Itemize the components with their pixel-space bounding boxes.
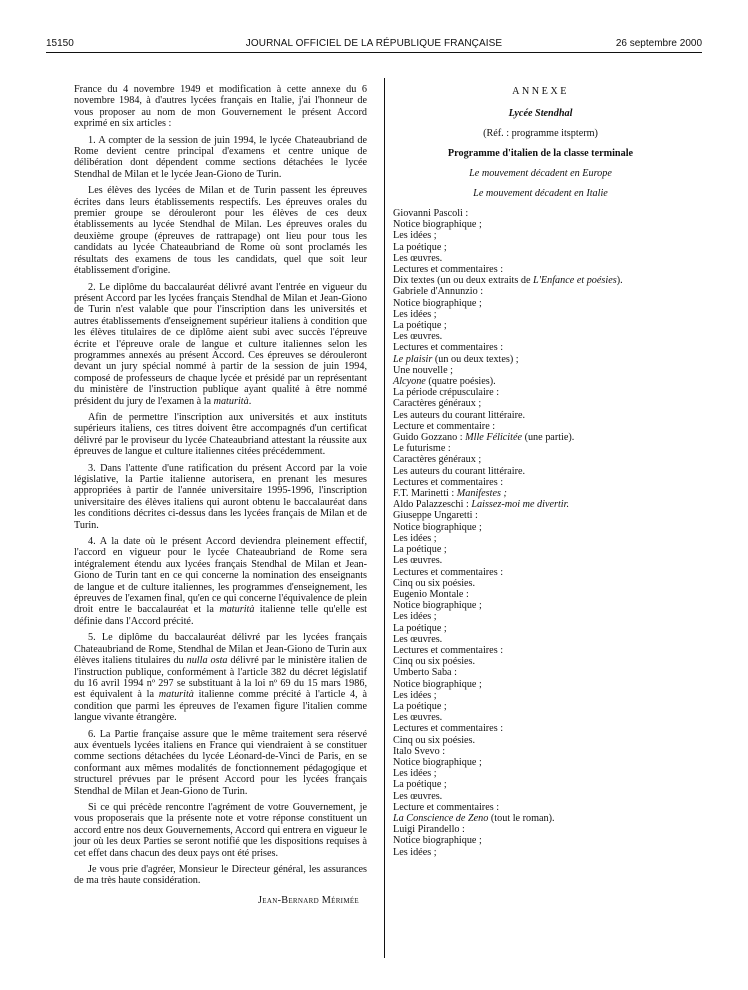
annex-reference: (Réf. : programme itspterm)	[483, 128, 598, 139]
annex-list-line: Umberto Saba :	[393, 667, 457, 679]
annex-list-line: Giovanni Pascoli :	[393, 208, 469, 219]
letter-paragraph: Les élèves des lycées de Milan et de Turin passent les épreuves écrites dans leurs établissements respectifs. Les épreuves orales du premier groupe se dérouleront pour les élèves de ces deux établissements au lycée Stendhal de Milan. Les épreuves orales du deuxième groupe (épreuves de rattrapage) ont lieu pour tous les candidats au lycée Chateaubriand de Rome où sont proclamés les résultats des examens de tous les candidats, quel que soit leur établissement d'origine.	[74, 185, 367, 277]
annex-list-line: La période crépusculaire :	[393, 387, 500, 399]
annex-list-line: F.T. Marinetti : Manifestes ;	[393, 488, 507, 500]
annex-programme-title: Programme d'italien de la classe terminale	[447, 148, 634, 159]
annex-list-line: La poétique ;	[393, 700, 447, 712]
issue-date: 26 septembre 2000	[615, 38, 702, 49]
annex-list-line: Les œuvres.	[393, 252, 443, 264]
annex-list-line: Notice biographique ;	[393, 297, 482, 309]
annex-list-line: Les auteurs du courant littéraire.	[393, 465, 526, 477]
annex-list-line: La poétique ;	[393, 779, 447, 791]
annex-list-line: Lectures et commentaires :	[393, 342, 504, 354]
article-6-paragraph: 6. La Partie française assure que le même traitement sera réservé aux éventuels lycées italiens en France qui viendraient à se constituer comme sections détachées du lycée Léonard-de-Vinci de Paris, en se conformant aux mêmes modalités de fonctionnement pédagogique et structurel prévues par le présent Accord pour les lycées français Stendhal de Milan et Jean-Giono de Turin.	[74, 728, 367, 797]
annex-subtitle-italie: Le mouvement décadent en Italie	[473, 188, 608, 199]
annex-list-line: Les œuvres.	[393, 555, 443, 567]
annex-list-line: Dix textes (un ou deux extraits de L'Enfance et poésies).	[393, 275, 623, 287]
annex-list-line: Cinq ou six poésies.	[393, 577, 476, 589]
annex-list-line: Le plaisir (un ou deux textes) ;	[393, 353, 519, 365]
column-divider	[384, 78, 385, 958]
annex-list-line: Les œuvres.	[393, 633, 443, 645]
annex-list-line: Alcyone (quatre poésies).	[393, 376, 496, 388]
annex-list-line: Cinq ou six poésies.	[393, 656, 476, 668]
annex-list-line: Le futurisme :	[393, 443, 451, 455]
annex-list-line: La poétique ;	[393, 544, 447, 556]
annex-list-line: Guido Gozzano : Mlle Félicitée (une partie).	[393, 432, 575, 444]
letter-paragraph: France du 4 novembre 1949 et modification à cette annexe du 6 novembre 1984, à d'autres lycées français en Italie, j'ai l'honneur de vous proposer au nom de mon Gouvernement le présent Accord exprimé en six articles :	[74, 84, 367, 130]
annex-list-line: Notice biographique ;	[393, 756, 482, 768]
annex-list-line: Lecture et commentaire :	[393, 420, 496, 432]
annex-list-line: Lectures et commentaires :	[393, 723, 504, 735]
annex-list-line: Les idées ;	[393, 308, 437, 320]
annex-list-line: Lectures et commentaires :	[393, 566, 504, 578]
closing-paragraph: Je vous prie d'agréer, Monsieur le Directeur général, les assurances de ma très haute considération.	[74, 864, 367, 887]
annex-subtitle-europe: Le mouvement décadent en Europe	[469, 168, 612, 179]
annex-list-line: Notice biographique ;	[393, 219, 482, 231]
annex-list-line: Notice biographique ;	[393, 521, 482, 533]
annex-title: ANNEXE	[512, 86, 569, 97]
letter-column	[74, 84, 367, 906]
header-rule	[46, 52, 702, 53]
annex-list-line: La poétique ;	[393, 622, 447, 634]
annex-list-line: Les idées ;	[393, 230, 437, 242]
article-4-paragraph: 4. A la date où le présent Accord deviendra pleinement effectif, l'accord en vigueur pour le lycée Chateaubriand de Rome sera intégralement étendu aux lycées français Stendhal de Milan et Jean-Giono de Turin tant en ce qui concerne la nomination des enseignants de langue et de culture italiennes, les programmes d'enseignement, les épreuves de l'examen final, qu'en ce qui concerne l'équivalence de plein droit entre le baccalauréat et la maturità italienne telle qu'elle est définie dans l'Accord précité.	[74, 536, 367, 627]
annex-list-line: Eugenio Montale :	[393, 588, 469, 600]
journal-title: JOURNAL OFFICIEL DE LA RÉPUBLIQUE FRANÇAISE	[245, 38, 503, 49]
annex-list-line: Lecture et commentaires :	[393, 801, 500, 813]
annex-column	[393, 84, 688, 858]
annex-list-line: Les idées ;	[393, 689, 437, 701]
annex-list-line: Aldo Palazzeschi : Laissez-moi me divertir.	[393, 499, 570, 511]
annex-list-line: Les idées ;	[393, 846, 437, 858]
annex-list-line: Notice biographique ;	[393, 678, 482, 690]
page-number: 15150	[46, 38, 74, 49]
annex-list-line: Giuseppe Ungaretti :	[393, 510, 478, 522]
annex-list-line: Notice biographique ;	[393, 835, 482, 847]
annex-list-line: Italo Svevo :	[393, 745, 446, 757]
annex-list-line: Caractères généraux ;	[393, 398, 482, 410]
annex-list-line: Notice biographique ;	[393, 600, 482, 612]
article-3-paragraph: 3. Dans l'attente d'une ratification du présent Accord par la voie législative, la Partie italienne autorisera, en prenant les mesures appropriées à partir de l'année universitaire 1995-1996, l'inscription universitaire des élèves italiens qui auront obtenu le baccalauréat dans les conditions décrites ci-dessus dans les lycées français de Milan et de Turin.	[74, 462, 367, 531]
annex-list-line: La poétique ;	[393, 241, 447, 253]
annex-list-line: Luigi Pirandello :	[393, 824, 465, 836]
annex-list-line: Les idées ;	[393, 532, 437, 544]
annex-list-line: Lectures et commentaires :	[393, 476, 504, 488]
annex-list-line: Les idées ;	[393, 768, 437, 780]
annex-list-line: Les œuvres.	[393, 331, 443, 343]
article-5-paragraph: 5. Le diplôme du baccalauréat délivré par les lycées français Chateaubriand de Rome, Stendhal de Milan et Jean-Giono de Turin aux élèves italiens titulaires du nulla osta délivré par le ministère italien de l'instruction publique, conformément à l'article 382 du décret législatif du 16 avril 1994 nº 297 se substituant à la loi nº 69 du 15 mars 1986, est équivalent à la maturità italienne comme précité à l'article 4, à condition que parmi les épreuves de l'examen figure l'italien comme langue vivante étrangère.	[74, 632, 367, 724]
signature: Jean-Bernard Mérimée	[258, 894, 359, 906]
annex-list-line: Les œuvres.	[393, 712, 443, 724]
annex-list-line: Les œuvres.	[393, 790, 443, 802]
annex-list-line: La poétique ;	[393, 320, 447, 332]
annex-list-line: Gabriele d'Annunzio :	[393, 286, 484, 298]
annex-list	[393, 208, 688, 858]
annex-list-line: La Conscience de Zeno (tout le roman).	[393, 812, 555, 824]
annex-list-line: Caractères généraux ;	[393, 454, 482, 466]
annex-list-line: Les auteurs du courant littéraire.	[393, 409, 526, 421]
annex-list-line: Une nouvelle ;	[393, 364, 453, 376]
annex-list-line: Lectures et commentaires :	[393, 264, 504, 276]
letter-paragraph: Afin de permettre l'inscription aux universités et aux instituts supérieurs italiens, ces titres doivent être accompagnés d'un certificat délivré par le proviseur du lycée Chateaubriand attestant la réussite aux épreuves de langue et culture italiennes citées précédemment.	[74, 411, 367, 458]
annex-list-line: Cinq ou six poésies.	[393, 734, 476, 746]
article-2-paragraph: 2. Le diplôme du baccalauréat délivré avant l'entrée en vigueur du présent Accord par les lycées français Stendhal de Milan et Jean-Giono de Turin n'est valable que pour l'inscription dans les universités et autres établissements d'enseignement supérieur italiens à condition que les élèves titulaires de ce diplôme aient subi avec succès l'épreuve écrite et l'épreuve orale de langue et culture italiennes selon les programmes annexés au présent Accord. Ces épreuves se dérouleront devant un jury spécial nommé à partir de la session de juin 1994, composé de professeurs de chaque lycée et présidé par un représentant du ministère de l'instruction publique ayant qualité à être nommé président du jury de l'examen à la maturità.	[74, 281, 367, 407]
annex-lycee: Lycée Stendhal	[508, 108, 573, 119]
letter-paragraph: Si ce qui précède rencontre l'agrément de votre Gouvernement, je vous proposerais que la présente note et votre réponse constituent un accord entre nos deux Gouvernements, Accord qui entrera en vigueur le jour où les deux Parties se seront notifié que les dispositions requises à cet effet dans chacun des deux pays ont été prises.	[74, 801, 367, 859]
annex-list-line: Les idées ;	[393, 611, 437, 623]
annex-list-line: Lectures et commentaires :	[393, 644, 504, 656]
article-1-paragraph: 1. A compter de la session de juin 1994, le lycée Chateaubriand de Rome devient centre principal d'examens et centre unique de délibération dont dépendent comme sections détachées le lycée Stendhal de Milan et le lycée Jean-Giono de Turin.	[74, 134, 367, 180]
